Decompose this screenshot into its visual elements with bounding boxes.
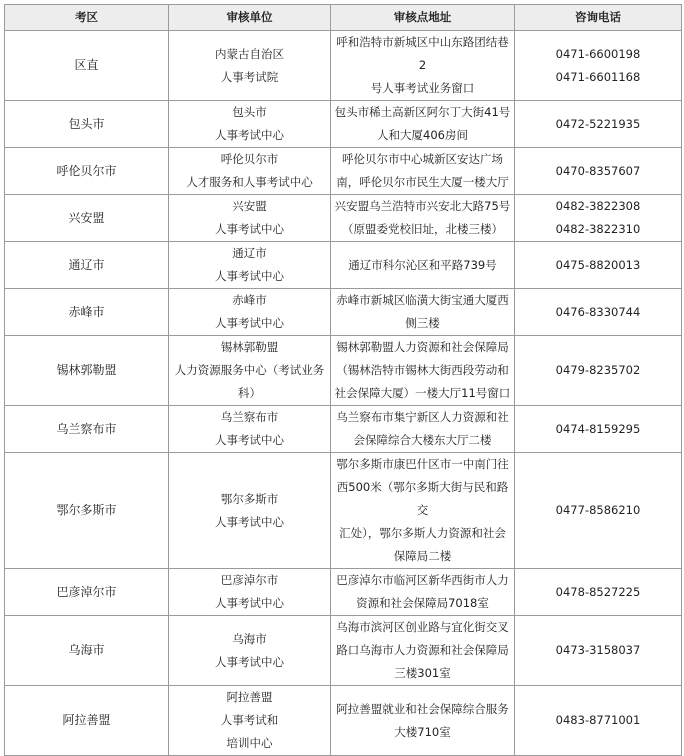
table-row [5,569,682,616]
unit-line: 人事考试中心 [215,654,284,669]
address-line: （原盟委党校旧址，北楼三楼） [342,222,503,236]
region-cell: 阿拉善盟 [5,686,169,756]
unit-cell [169,242,331,289]
region-cell: 兴安盟 [5,195,169,242]
address-line: 侧三楼 [405,316,440,330]
address-cell [331,406,515,453]
address-line: 呼伦贝尔市中心城新区安达广场 [342,152,503,166]
address-cell [331,31,515,101]
unit-line: 人事考试中心 [215,316,284,330]
address-line: 锡林郭勒盟人力资源和社会保障局 [336,340,509,354]
exam-center-table [4,4,682,756]
region-cell: 巴彦淖尔市 [5,569,169,616]
table-row [5,31,682,101]
unit-line: 乌海市 [232,631,267,646]
address-line: 乌兰察布市集宁新区人力资源和社 [336,410,509,424]
phone-cell [515,289,682,336]
phone-line: 0474-8159295 [555,421,641,436]
header-unit: 审核单位 [169,5,331,31]
unit-line: 内蒙古自治区 [215,46,284,61]
phone-cell [515,148,682,195]
unit-cell [169,336,331,406]
phone-line: 0482-3822308 [555,199,641,213]
table-row [5,406,682,453]
table-row [5,101,682,148]
unit-line: 人事考试和 [220,713,279,727]
unit-line: 科） [238,386,261,400]
phone-line: 0482-3822310 [555,222,641,236]
address-line: 乌海市滨河区创业路与宜化街交叉 [336,620,509,634]
phone-cell [515,406,682,453]
address-line: 汇处），鄂尔多斯人力资源和社会 [339,526,506,540]
phone-line: 0476-8330744 [555,304,641,319]
unit-cell [169,289,331,336]
phone-cell [515,569,682,616]
unit-line: 巴彦淖尔市 [220,573,279,587]
phone-cell [515,336,682,406]
table-row [5,336,682,406]
unit-line: 人事考试中心 [215,514,284,529]
unit-line: 呼伦贝尔市 [220,152,279,166]
unit-line: 乌兰察布市 [220,410,279,424]
phone-line: 0471-6601168 [555,69,641,84]
table-row [5,686,682,756]
address-line: 兴安盟乌兰浩特市兴安北大路75号 [334,199,511,213]
table-row [5,242,682,289]
region-cell: 通辽市 [5,242,169,289]
phone-line: 0479-8235702 [555,363,641,377]
phone-cell [515,453,682,569]
region-cell: 赤峰市 [5,289,169,336]
address-line: 路口乌海市人力资源和社会保障局 [336,643,509,657]
phone-line: 0475-8820013 [555,257,641,272]
unit-line: 鄂尔多斯市 [220,491,279,506]
unit-cell [169,616,331,686]
phone-line: 0472-5221935 [555,116,641,131]
unit-cell [169,31,331,101]
unit-line: 阿拉善盟 [226,690,273,704]
unit-line: 包头市 [232,105,267,119]
region-cell: 包头市 [5,101,169,148]
table-row [5,289,682,336]
address-line: 大楼710室 [394,724,451,739]
header-address: 审核点地址 [331,5,515,31]
unit-line: 人事考试中心 [215,433,284,447]
address-cell [331,289,515,336]
unit-cell [169,686,331,756]
phone-line: 0478-8527225 [555,584,641,599]
address-line: 人和大厦406房间 [377,128,468,142]
phone-cell [515,31,682,101]
table-row [5,453,682,569]
address-line: 保障局二楼 [393,549,452,563]
table-row [5,616,682,686]
unit-cell [169,101,331,148]
address-line: 会保障综合大楼东大厅二楼 [353,433,492,447]
address-cell [331,242,515,289]
unit-line: 培训中心 [226,736,273,750]
header-region: 考区 [5,5,169,31]
address-line: 南，呼伦贝尔市民生大厦一楼大厅 [336,175,509,189]
address-cell [331,101,515,148]
phone-cell [515,242,682,289]
address-line: 巴彦淖尔市临河区新华西街市人力 [336,573,509,587]
unit-line: 人事考试中心 [215,128,284,142]
region-cell: 乌海市 [5,616,169,686]
phone-line: 0477-8586210 [555,503,641,517]
header-phone: 咨询电话 [515,5,682,31]
phone-cell [515,195,682,242]
address-cell [331,569,515,616]
region-cell: 锡林郭勒盟 [5,336,169,406]
region-cell: 呼伦贝尔市 [5,148,169,195]
address-line: 包头市稀土高新区阿尔丁大街41号 [334,105,511,119]
unit-line: 人才服务和人事考试中心 [186,175,313,189]
region-cell: 乌兰察布市 [5,406,169,453]
unit-cell [169,406,331,453]
unit-line: 锡林郭勒盟 [220,340,279,354]
phone-line: 0470-8357607 [555,163,641,178]
address-line: 阿拉善盟就业和社会保障综合服务 [336,701,509,716]
table-row [5,148,682,195]
address-line: 呼和浩特市新城区中山东路团结巷2 [336,35,509,72]
region-cell: 鄂尔多斯市 [5,453,169,569]
address-line: 赤峰市新城区临潢大街宝通大厦西 [336,293,509,307]
unit-cell [169,453,331,569]
table-row [5,195,682,242]
address-line: 鄂尔多斯市康巴什区市一中南门往 [336,457,509,471]
phone-cell [515,101,682,148]
phone-line: 0483-8771001 [555,713,641,727]
phone-cell [515,616,682,686]
unit-cell [169,148,331,195]
address-line: 号人事考试业务窗口 [370,81,475,95]
unit-line: 赤峰市 [232,293,267,307]
unit-line: 人事考试中心 [215,596,284,610]
unit-cell [169,195,331,242]
address-line: 资源和社会保障局7018室 [356,596,489,610]
phone-line: 0471-6600198 [555,46,641,61]
address-cell [331,616,515,686]
address-line: 西500米（鄂尔多斯大街与民和路交 [336,480,509,517]
phone-line: 0473-3158037 [555,643,641,657]
unit-cell [169,569,331,616]
unit-line: 人事考试中心 [215,222,284,236]
address-cell [331,453,515,569]
address-line: （锡林浩特市锡林大街西段劳动和 [336,363,509,377]
unit-line: 人力资源服务中心（考试业务 [174,363,325,377]
address-cell [331,336,515,406]
table-body [5,31,682,756]
unit-line: 人事考试中心 [215,269,284,283]
address-line: 社会保障大厦）一楼大厅11号窗口 [334,386,511,400]
unit-line: 兴安盟 [232,199,267,213]
region-cell: 区直 [5,31,169,101]
unit-line: 人事考试院 [220,69,279,84]
address-cell [331,148,515,195]
address-line: 三楼301室 [394,666,451,680]
address-cell [331,686,515,756]
address-line: 通辽市科尔沁区和平路739号 [348,257,497,272]
phone-cell [515,686,682,756]
table-header-row [5,5,682,31]
address-cell [331,195,515,242]
unit-line: 通辽市 [232,246,267,260]
